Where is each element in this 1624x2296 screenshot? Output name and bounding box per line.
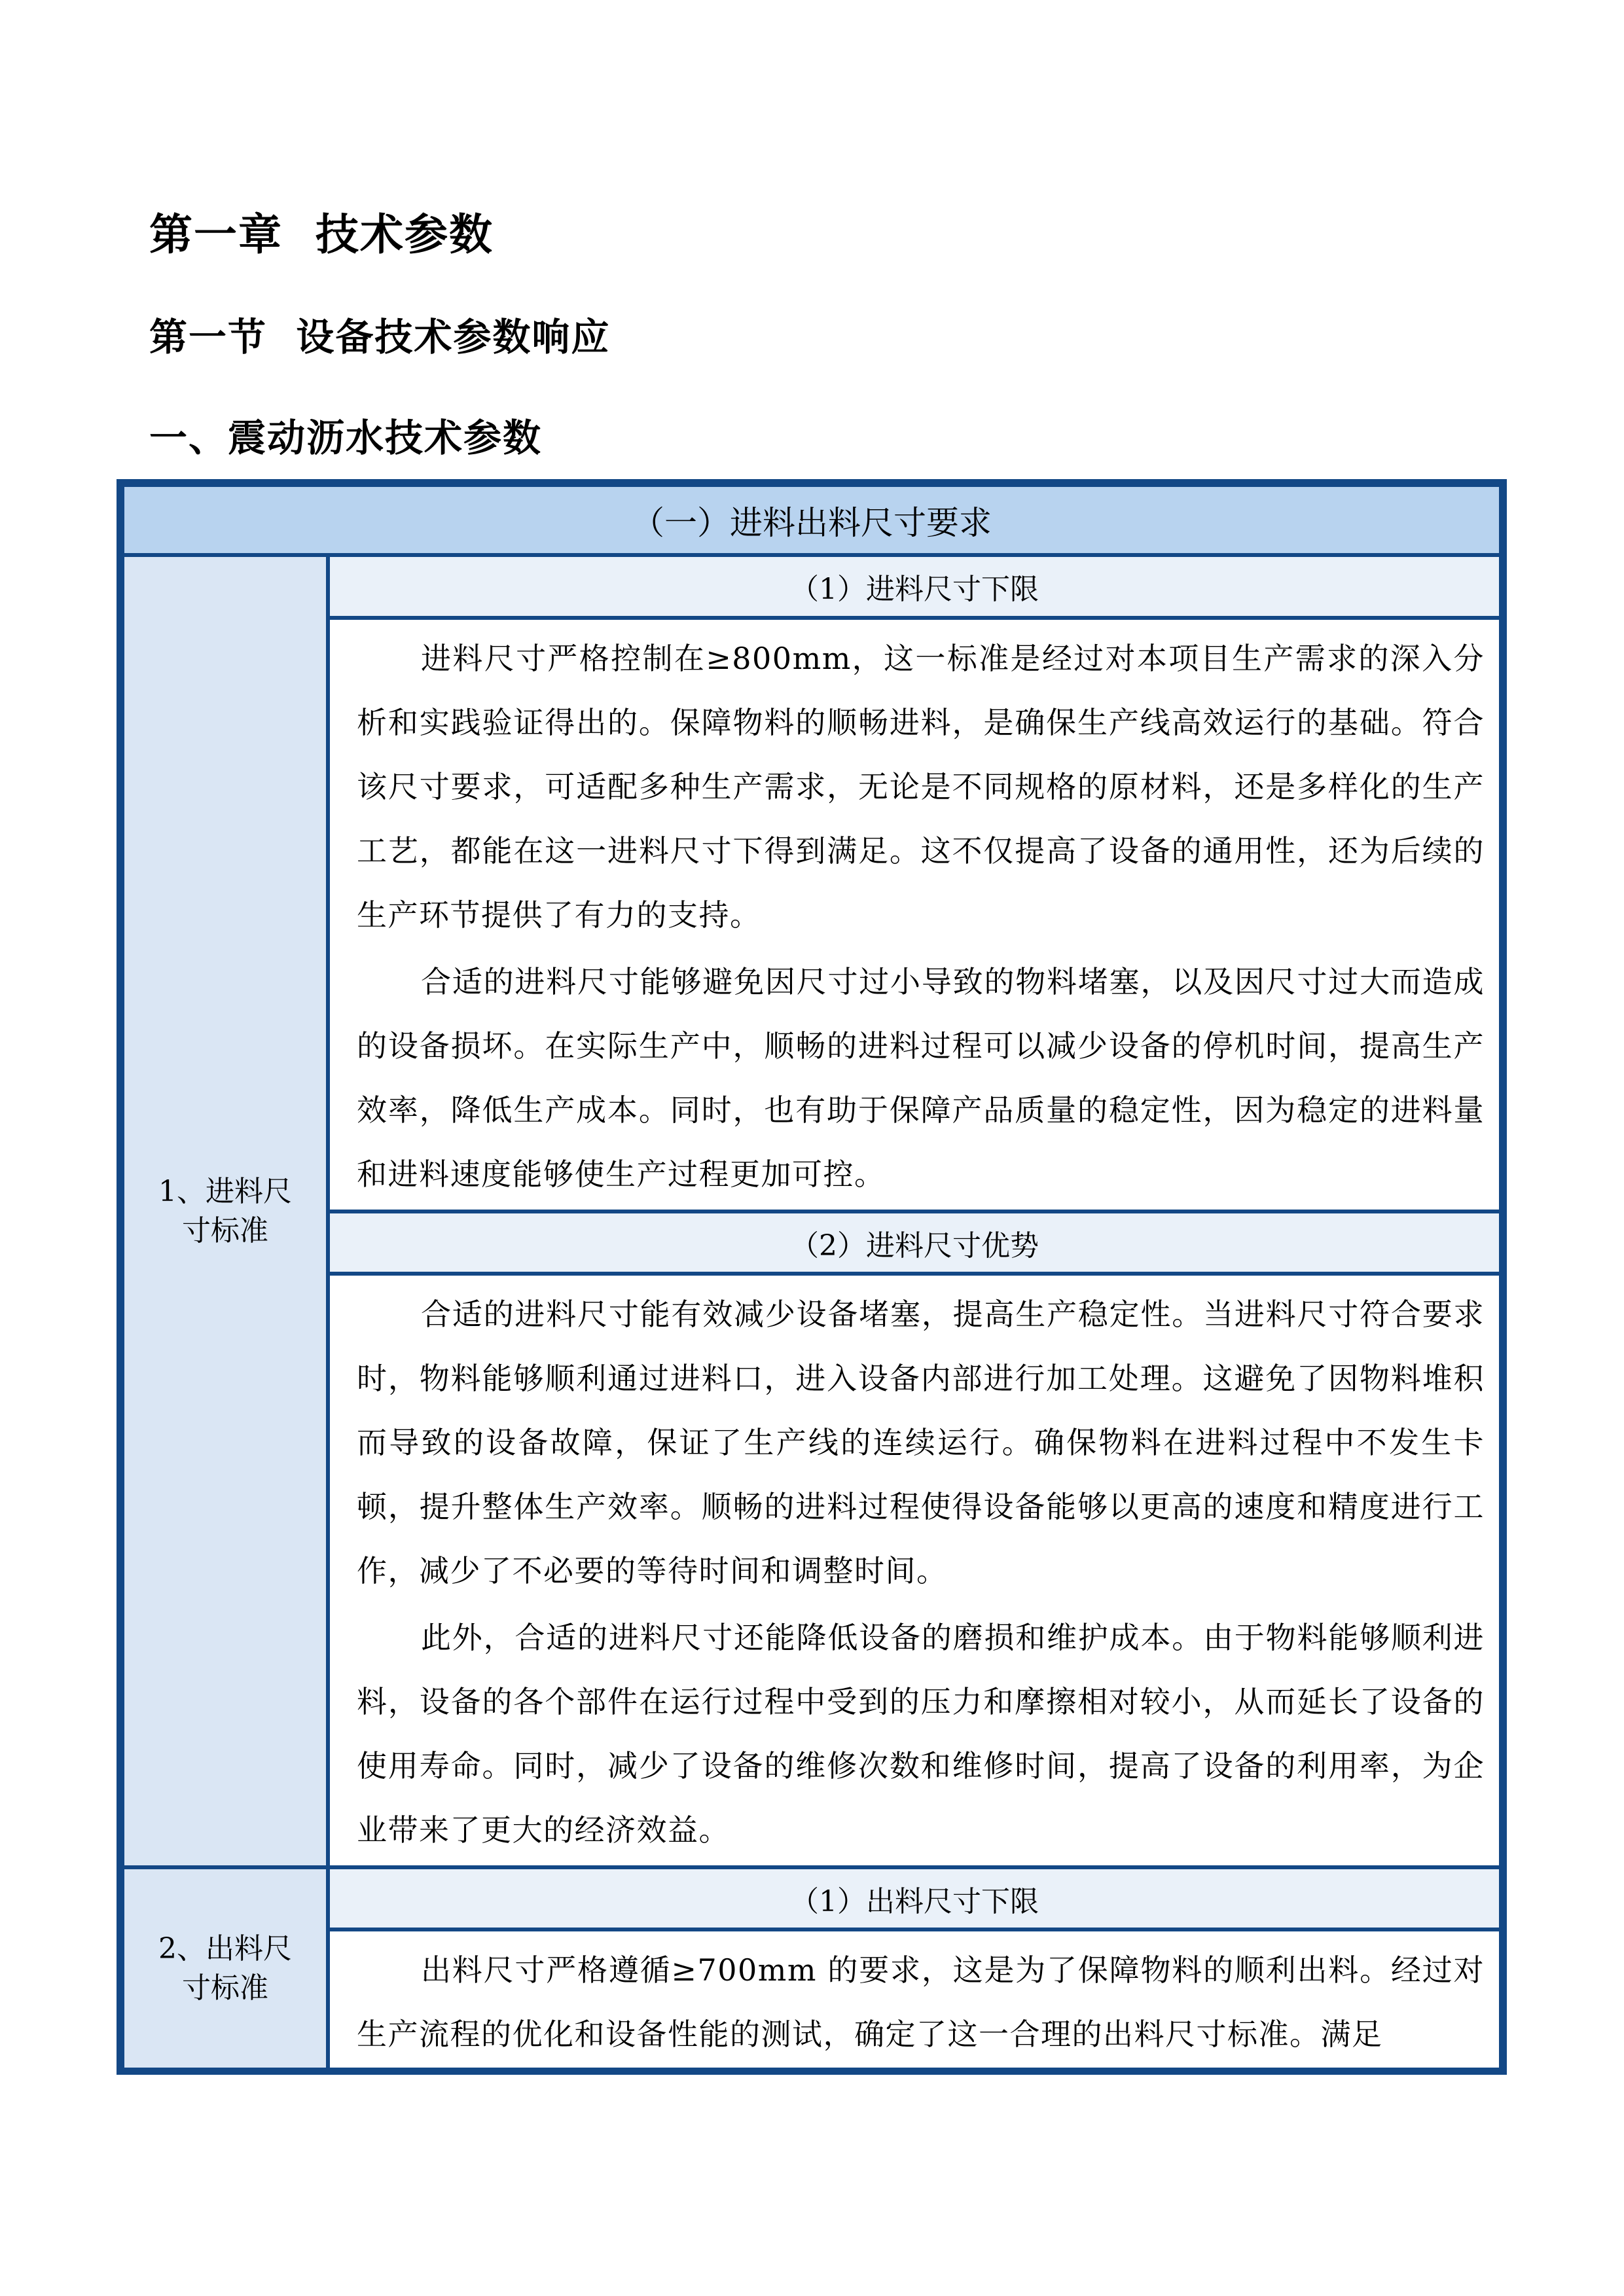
- body-discharge-lower-limit: [330, 1931, 1499, 2068]
- row-label-feed-size: [124, 557, 326, 1865]
- paragraph: 出料尺寸严格遵循≥700mm 的要求，这是为了保障物料的顺利出料。经过对生产流程的优化和设备性能的测试，确定了这一合理的出料尺寸标准。满足: [357, 1952, 1485, 2052]
- subheader-feed-lower-limit: （1）进料尺寸下限: [330, 557, 1499, 616]
- paragraph: 此外，合适的进料尺寸还能降低设备的磨损和维护成本。由于物料能够顺利进料，设备的各个部件在运行过程中受到的压力和摩擦相对较小，从而延长了设备的使用寿命。同时，减少了设备的维修次数和维修时间，提高了设备的利用率，为企业带来了更大的经济效益。: [357, 1620, 1485, 1848]
- paragraph: 进料尺寸严格控制在≥800mm，这一标准是经过对本项目生产需求的深入分析和实践验证得出的。保障物料的顺畅进料，是确保生产线高效运行的基础。符合该尺寸要求，可适配多种生产需求，无论是不同规格的原材料，还是多样化的生产工艺，都能在这一进料尺寸下得到满足。这不仅提高了设备的通用性，还为后续的生产环节提供了有力的支持。: [357, 641, 1485, 933]
- body-feed-advantage: [330, 1276, 1499, 1865]
- subheader-feed-advantage: （2）进料尺寸优势: [330, 1213, 1499, 1272]
- row-label-line: 寸标准: [182, 1213, 268, 1247]
- chapter-heading: 第一章 技术参数: [149, 209, 494, 260]
- row-label-line: 寸标准: [182, 1971, 268, 2005]
- row-label-line: 2、出料尺: [158, 1931, 292, 1965]
- section-heading: 第一节 设备技术参数响应: [149, 315, 611, 359]
- body-feed-lower-limit: [330, 620, 1499, 1210]
- paragraph: 合适的进料尺寸能有效减少设备堵塞，提高生产稳定性。当进料尺寸符合要求时，物料能够顺利通过进料口，进入设备内部进行加工处理。这避免了因物料堆积而导致的设备故障，保证了生产线的连续运行。确保物料在进料过程中不发生卡顿，提升整体生产效率。顺畅的进料过程使得设备能够以更高的速度和精度进行工作，减少了不必要的等待时间和调整时间。: [357, 1297, 1485, 1588]
- parameter-table: [117, 479, 1507, 2075]
- subheader-discharge-lower-limit: （1）出料尺寸下限: [330, 1869, 1499, 1928]
- paragraph: 合适的进料尺寸能够避免因尺寸过小导致的物料堵塞，以及因尺寸过大而造成的设备损坏。在实际生产中，顺畅的进料过程可以减少设备的停机时间，提高生产效率，降低生产成本。同时，也有助于保障产品质量的稳定性，因为稳定的进料量和进料速度能够使生产过程更加可控。: [357, 964, 1485, 1192]
- subsection-heading: 一、震动沥水技术参数: [149, 416, 543, 460]
- row-label-discharge-size: [124, 1869, 326, 2068]
- row-label-line: 1、进料尺: [158, 1174, 292, 1208]
- table-title: （一）进料出料尺寸要求: [124, 487, 1499, 553]
